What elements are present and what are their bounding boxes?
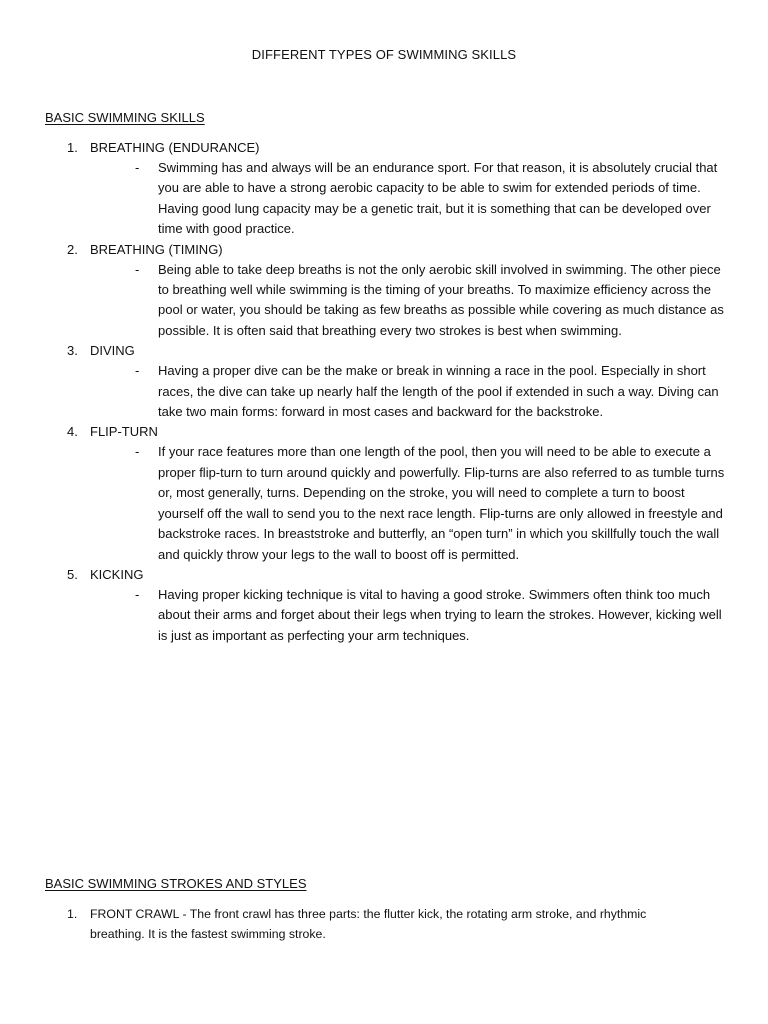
item-label: KICKING	[90, 566, 144, 582]
list-item	[0, 565, 768, 646]
item-number: 3.	[67, 343, 78, 359]
document-title: DIFFERENT TYPES OF SWIMMING SKILLS	[251, 47, 517, 62]
strokes-list	[0, 905, 768, 944]
list-item	[0, 341, 768, 422]
item-text: If your race features more than one length of the pool, then you will need to be able to execute a proper flip-turn to turn around quickly and powerfully. Flip-turns are also referred to as tumble turns or, most generally, turns. Depending on the stroke, you will need to complete a turn to boost yourself off the wall to send you to the next race length. Flip-turns are only allowed in freestyle and backstroke races. In breaststroke and butterfly, an “open turn” in which you skillfully touch the wall and quickly throw your legs to the wall to boost off is permitted.	[158, 444, 725, 562]
item-number: 4.	[67, 424, 78, 440]
item-text: FRONT CRAWL - The front crawl has three parts: the flutter kick, the rotating arm stroke, and rhythmic breathing. It is the fastest swimming stroke.	[90, 907, 647, 941]
item-label: DIVING	[90, 343, 135, 359]
list-item	[0, 422, 768, 564]
dash-bullet: -	[135, 444, 140, 460]
item-number: 1.	[67, 140, 78, 155]
section-heading-basic-skills: BASIC SWIMMING SKILLS	[45, 110, 205, 125]
list-item	[0, 240, 768, 342]
item-text: Swimming has and always will be an endurance sport. For that reason, it is absolutely crucial that you are able to have a strong aerobic capacity to be able to swim for extended periods of time. Having good lung capacity may be a genetic trait, but it is something that can be developed over time with good practice.	[158, 160, 718, 237]
item-text: Having proper kicking technique is vital to having a good stroke. Swimmers often think too much about their arms and forget about their legs when trying to learn the strokes. However, kicking well is just as important as perfecting your arm techniques.	[158, 586, 722, 643]
dash-bullet: -	[135, 261, 140, 277]
skills-list	[0, 138, 768, 646]
list-item	[67, 905, 680, 944]
dash-bullet: -	[135, 363, 140, 379]
item-label: BREATHING (TIMING)	[90, 241, 223, 257]
item-label: FLIP-TURN	[90, 424, 158, 440]
item-text: Having a proper dive can be the make or break in winning a race in the pool. Especially in short races, the dive can take up nearly half the length of the pool if extended in such a way. Diving can take two main forms: forward in most cases and backward for the backstroke.	[158, 363, 719, 420]
item-number: 5.	[67, 566, 78, 582]
item-number: 2.	[67, 241, 78, 257]
item-number: 1.	[67, 907, 78, 921]
dash-bullet: -	[135, 586, 140, 602]
item-text: Being able to take deep breaths is not the only aerobic skill involved in swimming. The other piece to breathing well while swimming is the timing of your breaths. To maximize efficiency across the pool or water, you should be taking as few breaths as possible while covering as much distance as possible. It is often said that breathing every two strokes is best when swimming.	[158, 261, 724, 338]
section-heading-strokes-styles: BASIC SWIMMING STROKES AND STYLES	[45, 876, 307, 891]
item-label: BREATHING (ENDURANCE)	[90, 140, 260, 155]
dash-bullet: -	[135, 160, 140, 175]
list-item	[0, 138, 768, 240]
